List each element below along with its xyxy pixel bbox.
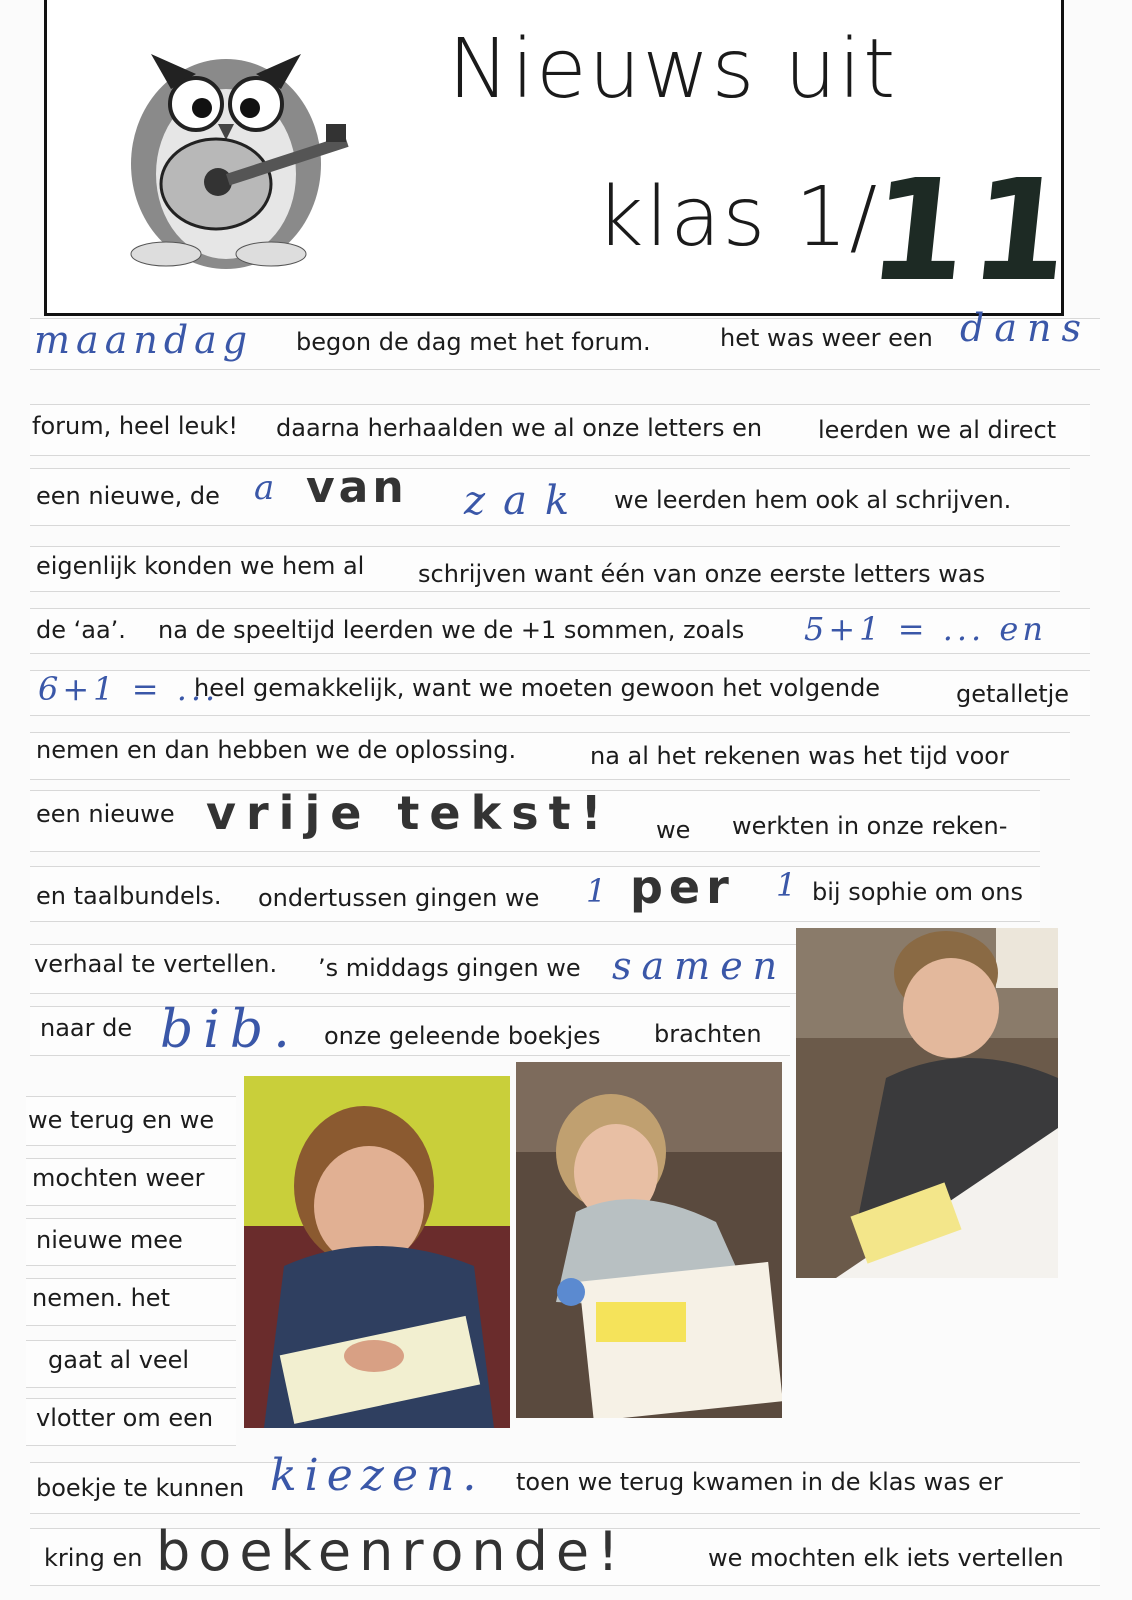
text-fragment: boekje te kunnen <box>36 1474 245 1502</box>
owl-with-guitar-icon <box>96 14 356 274</box>
stamped-word: per <box>630 860 735 914</box>
text-fragment: schrijven want één van onze eerste letters was <box>418 560 986 588</box>
boy-drawing-photo <box>796 928 1058 1278</box>
text-fragment: naar de <box>40 1014 133 1042</box>
page-title-line1: Nieuws uit <box>448 22 898 117</box>
text-fragment: we terug en we <box>28 1106 215 1134</box>
text-fragment: na de speeltijd leerden we de +1 sommen, zoals <box>158 616 745 644</box>
handwritten-letter: a <box>254 468 275 508</box>
text-fragment: nemen. het <box>32 1284 170 1312</box>
text-fragment: ondertussen gingen we <box>258 884 540 912</box>
text-fragment: nemen en dan hebben we de oplossing. <box>36 736 517 764</box>
handwritten-word: samen <box>612 944 788 988</box>
boy-reading-photo <box>244 1076 510 1428</box>
stamped-word: vrije tekst! <box>206 786 612 840</box>
text-fragment: mochten weer <box>32 1164 205 1192</box>
handwritten-word: maandag <box>34 318 254 362</box>
text-fragment: brachten <box>654 1020 762 1048</box>
text-fragment: getalletje <box>956 680 1070 708</box>
text-fragment: vlotter om een <box>36 1404 214 1432</box>
text-fragment: en taalbundels. <box>36 882 222 910</box>
text-fragment: na al het rekenen was het tijd voor <box>590 742 1009 770</box>
text-fragment: begon de dag met het forum. <box>296 328 651 356</box>
text-fragment: nieuwe mee <box>36 1226 183 1254</box>
text-fragment: we mochten elk iets vertellen <box>708 1544 1064 1572</box>
text-fragment: we <box>656 816 691 844</box>
text-fragment: eigenlijk konden we hem al <box>36 552 365 580</box>
handwritten-number: 1 <box>586 872 607 910</box>
handwritten-word: zak <box>464 478 588 524</box>
text-fragment: de ‘aa’. <box>36 616 126 644</box>
text-fragment: onze geleende boekjes <box>324 1022 601 1050</box>
handwritten-word: kiezen. <box>270 1450 485 1501</box>
handwritten-word: dans <box>960 306 1091 350</box>
text-fragment: ’s middags gingen we <box>318 954 581 982</box>
text-fragment: gaat al veel <box>48 1346 190 1374</box>
stamped-word: van <box>306 462 408 513</box>
text-fragment: werkten in onze reken- <box>732 812 1008 840</box>
text-fragment: we leerden hem ook al schrijven. <box>614 486 1012 514</box>
handwritten-word: bib. <box>160 1000 300 1060</box>
handwritten-sum: 5+1 = ... en <box>804 610 1047 648</box>
text-fragment: bij sophie om ons <box>812 878 1023 906</box>
text-fragment: het was weer een <box>720 324 933 352</box>
text-fragment: heel gemakkelijk, want we moeten gewoon het volgende <box>194 674 881 702</box>
text-fragment: toen we terug kwamen in de klas was er <box>516 1468 1003 1496</box>
text-fragment: leerden we al direct <box>818 416 1057 444</box>
text-fragment: een nieuwe, de <box>36 482 220 510</box>
text-fragment: een nieuwe <box>36 800 175 828</box>
stamped-word: boekenronde! <box>156 1520 627 1583</box>
text-fragment: forum, heel leuk! <box>32 412 239 440</box>
handwritten-sum: 6+1 = ... <box>38 670 220 708</box>
text-fragment: verhaal te vertellen. <box>34 950 278 978</box>
class-number-stamp: 11 <box>861 150 1082 313</box>
handwritten-number: 1 <box>776 866 797 904</box>
girl-writing-photo <box>516 1062 782 1418</box>
page-title-line2: klas 1/ <box>596 170 880 265</box>
text-fragment: daarna herhaalden we al onze letters en <box>276 414 763 442</box>
text-fragment: kring en <box>44 1544 143 1572</box>
